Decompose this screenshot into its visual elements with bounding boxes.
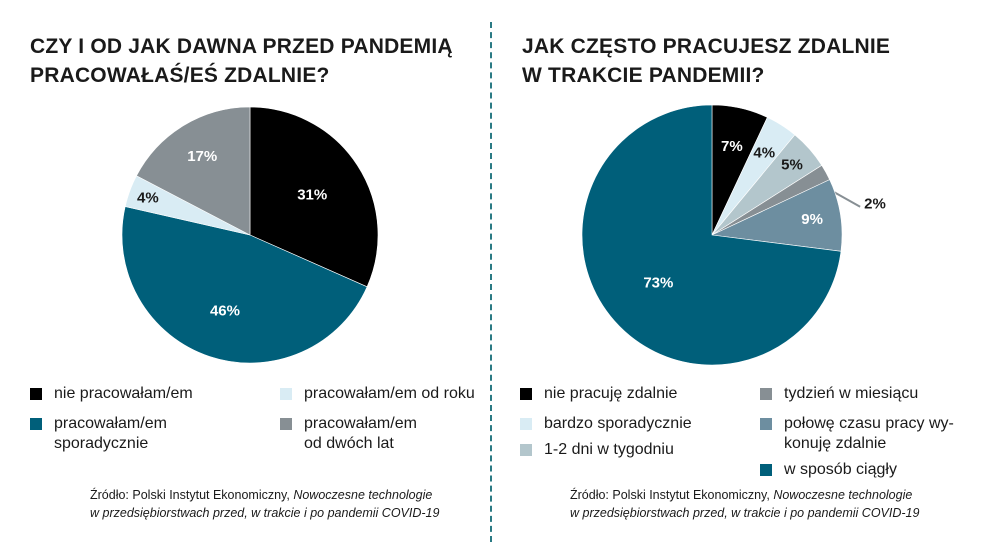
slice-value-label: 73%: [643, 274, 674, 292]
legend-label: [304, 414, 417, 454]
chart-title: [522, 32, 890, 90]
legend-label-line: w sposób ciągły: [784, 461, 897, 478]
slice-value-label: 4%: [137, 189, 159, 207]
legend-item: [520, 414, 692, 434]
chart-title-line: PRACOWAŁAŚ/EŚ ZDALNIE?: [30, 64, 330, 87]
legend-item: [280, 384, 475, 404]
legend-label-line: nie pracowałam/em: [54, 385, 193, 402]
slice-value-label: 9%: [801, 211, 823, 229]
slice-value-label: 7%: [721, 138, 743, 156]
source-title-continued: w przedsiębiorstwach przed, w trakcie i po pandemii COVID-19: [90, 506, 440, 520]
legend-label-line: pracowałam/em od roku: [304, 385, 475, 402]
source-prefix: Źródło: Polski Instytut Ekonomiczny,: [90, 488, 294, 502]
legend-label-line: bardzo sporadycznie: [544, 415, 692, 432]
pie-chart: [562, 90, 886, 380]
legend-label-line: pracowałam/em: [304, 415, 417, 432]
legend-item: [30, 414, 167, 454]
slice-value-label: 31%: [297, 186, 328, 204]
legend-swatch: [760, 418, 772, 430]
legend-item: [280, 414, 417, 454]
chart-title-line: JAK CZĘSTO PRACUJESZ ZDALNIE: [522, 35, 891, 58]
legend-swatch: [280, 388, 292, 400]
legend-swatch: [30, 388, 42, 400]
source-note: [90, 486, 439, 522]
slice-value-label: 17%: [187, 148, 218, 166]
slice-value-label: 46%: [209, 302, 241, 320]
source-prefix: Źródło: Polski Instytut Ekonomiczny,: [570, 488, 774, 502]
legend-label: [544, 384, 677, 404]
legend-label-line: konuję zdalnie: [784, 435, 887, 452]
legend-label: [54, 384, 193, 404]
slice-value-label: 2%: [864, 195, 886, 213]
legend-swatch: [760, 388, 772, 400]
legend-swatch: [520, 388, 532, 400]
legend-swatch: [280, 418, 292, 430]
legend-swatch: [520, 418, 532, 430]
legend-item: [520, 440, 674, 460]
slice-value-label: 4%: [753, 144, 776, 162]
source-title: Nowoczesne technologie: [293, 488, 433, 502]
source-title: Nowoczesne technologie: [773, 488, 913, 502]
slice-value-label: 5%: [781, 156, 803, 174]
chart-title-line: W TRAKCIE PANDEMII?: [522, 64, 765, 87]
legend-label: [784, 414, 954, 454]
legend-swatch: [520, 444, 532, 456]
legend-label-line: 1-2 dni w tygodniu: [544, 441, 674, 458]
chart-panel-before-pandemic: [0, 0, 490, 560]
legend-label-line: pracowałam/em: [54, 415, 167, 432]
legend-label-line: sporadycznie: [54, 435, 149, 452]
source-title-continued: w przedsiębiorstwach przed, w trakcie i po pandemii COVID-19: [570, 506, 920, 520]
legend-item: [760, 384, 918, 404]
legend-label: [784, 460, 897, 480]
legend-item: [30, 384, 193, 404]
legend-swatch: [760, 464, 772, 476]
legend-label-line: tydzień w miesiącu: [784, 385, 919, 402]
legend-label: [544, 440, 674, 460]
legend-swatch: [30, 418, 42, 430]
chart-title: [30, 32, 453, 90]
legend-item: [760, 460, 897, 480]
legend-label: [544, 414, 692, 434]
legend-label: [784, 384, 918, 404]
legend-label: [54, 414, 167, 454]
legend-label-line: połowę czasu pracy wy-: [784, 415, 954, 432]
legend-label-line: nie pracuję zdalnie: [544, 385, 678, 402]
legend-label: [304, 384, 475, 404]
legend-item: [520, 384, 677, 404]
legend-item: [760, 414, 954, 454]
pie-chart: [100, 90, 400, 380]
chart-panel-during-pandemic: [492, 0, 1000, 560]
source-note: [570, 486, 919, 522]
legend-label-line: od dwóch lat: [304, 435, 394, 452]
chart-title-line: CZY I OD JAK DAWNA PRZED PANDEMIĄ: [30, 35, 453, 58]
